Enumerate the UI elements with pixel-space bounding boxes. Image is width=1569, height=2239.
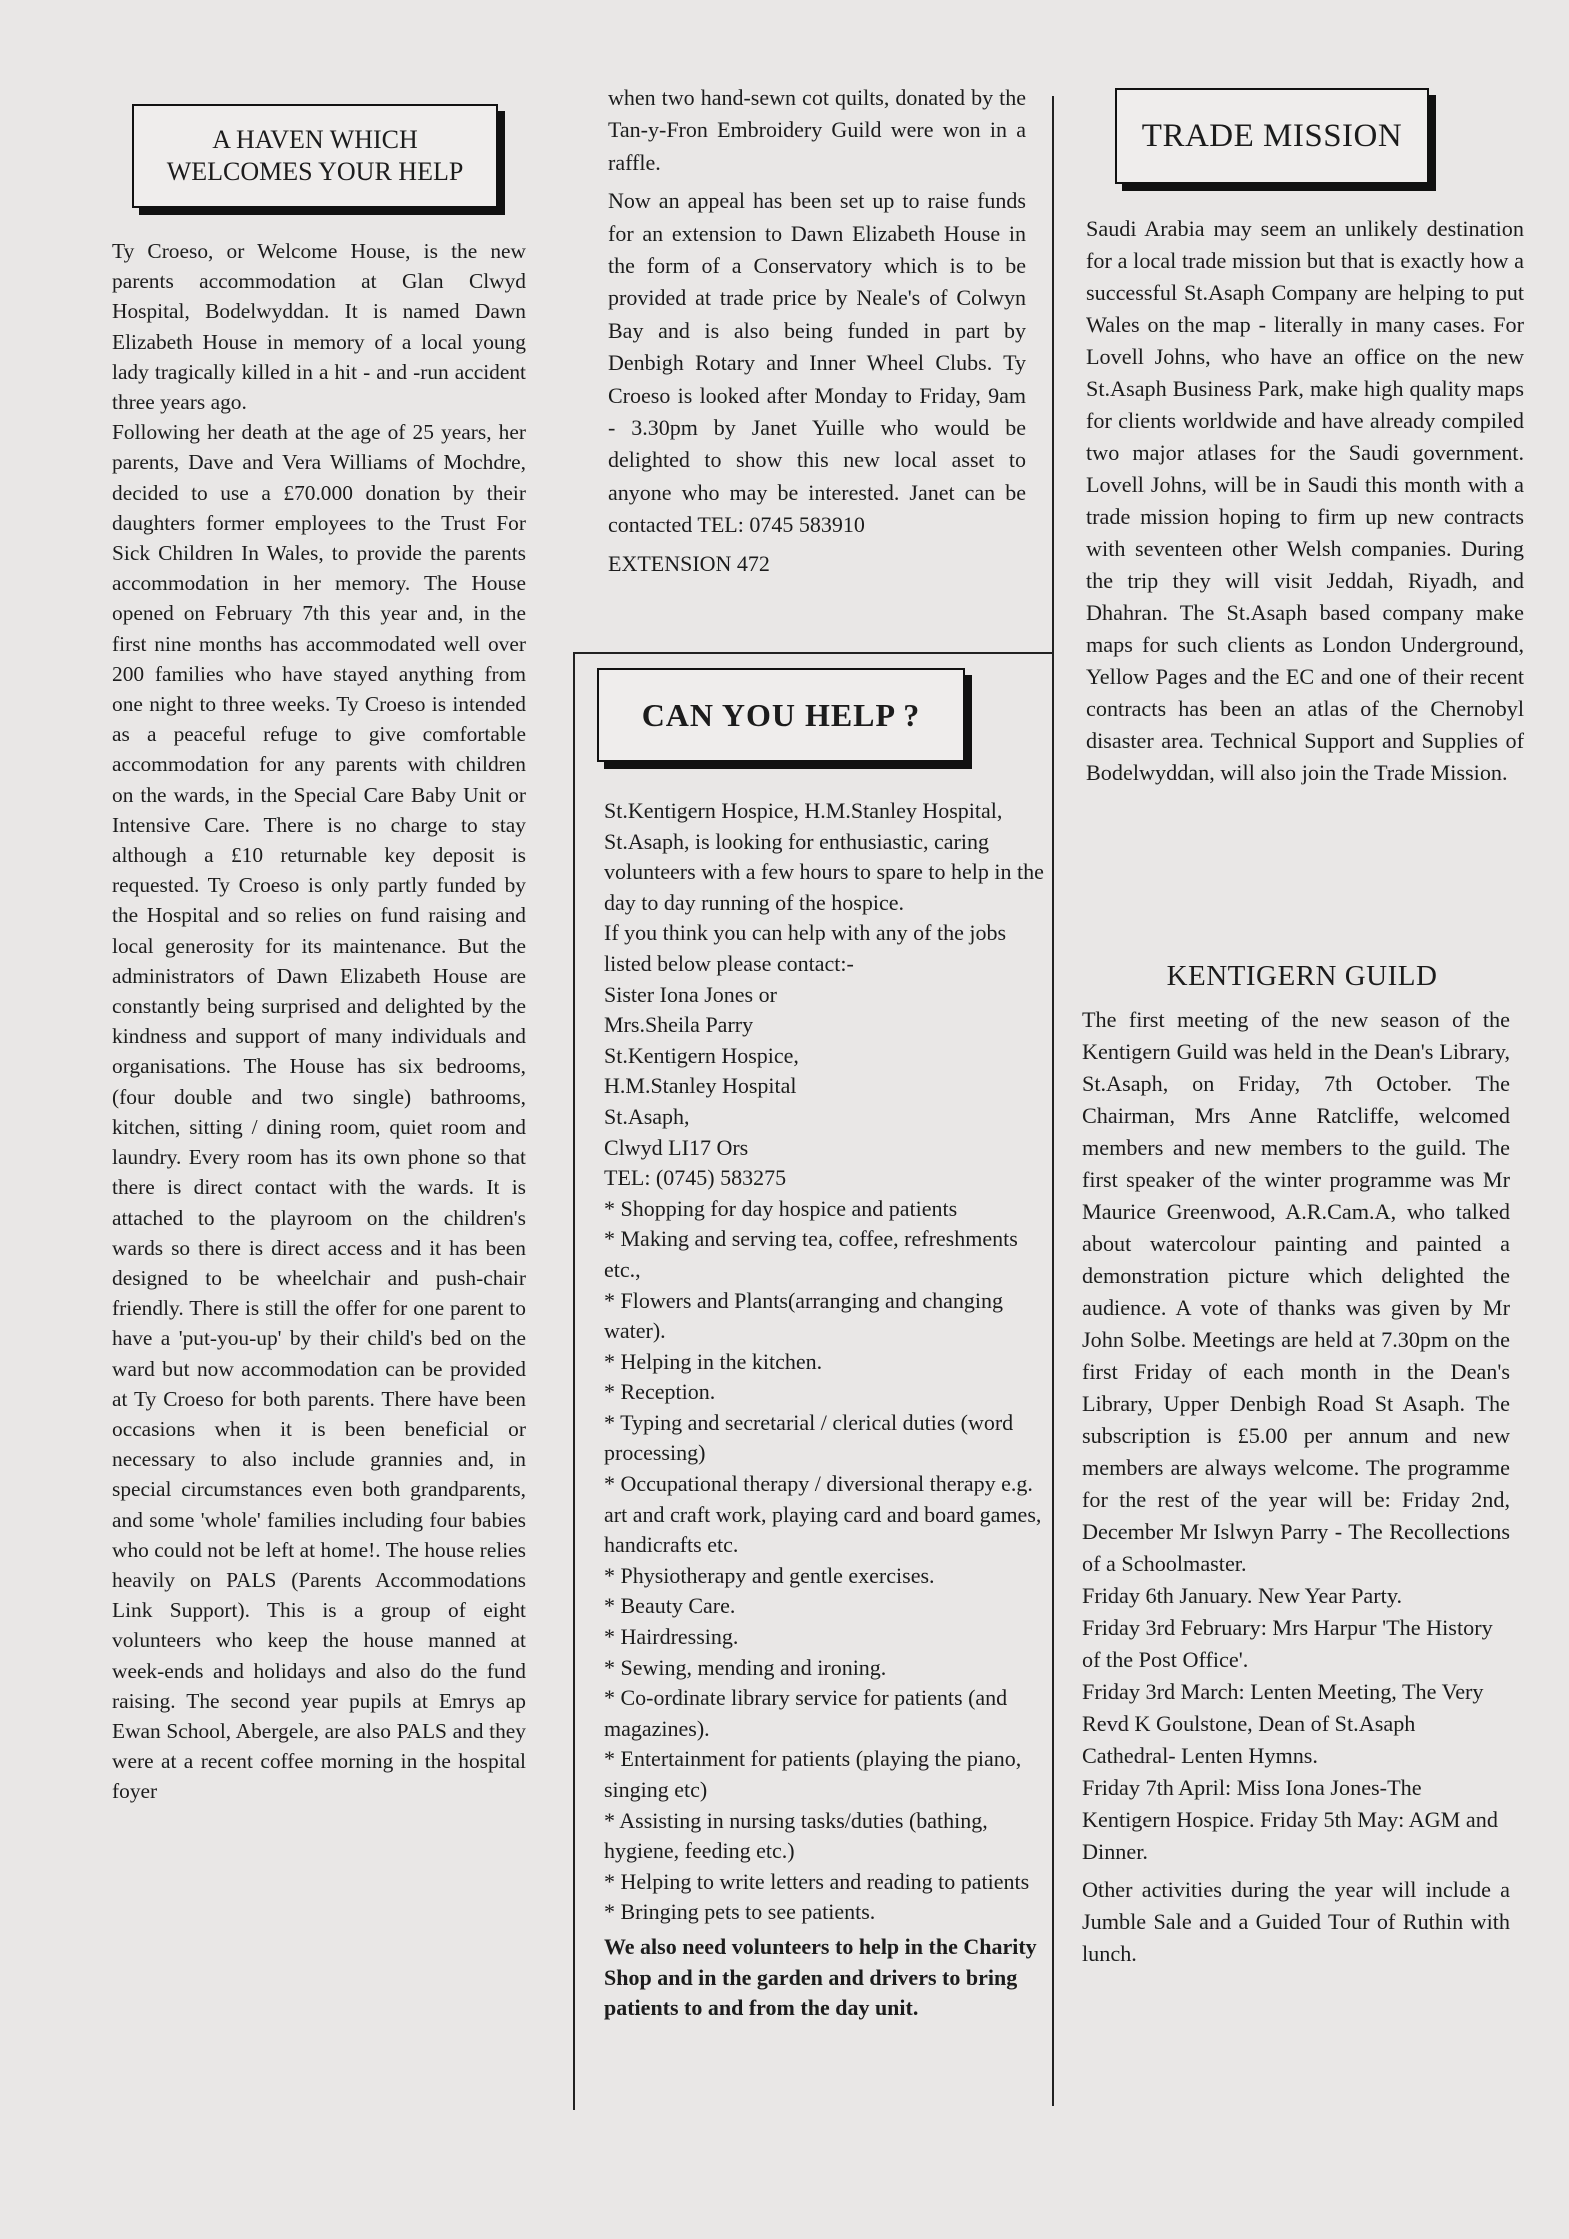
- address-line: St.Asaph,: [604, 1103, 690, 1129]
- help-contact-intro: If you think you can help with any of the jobs listed below please contact:-: [604, 920, 1007, 976]
- list-item: * Physiotherapy and gentle exercises.: [604, 1562, 935, 1588]
- contact-address: [604, 980, 1044, 1194]
- help-intro: St.Kentigern Hospice, H.M.Stanley Hospital, St.Asaph, is looking for enthusiastic, caring volunteers with a few hours to spare to help in the day to day running of the hospice.: [604, 798, 1044, 915]
- help-title: CAN YOU HELP ?: [641, 696, 921, 733]
- list-item: * Entertainment for patients (playing the piano, singing etc): [604, 1746, 1022, 1802]
- address-line: Sister Iona Jones or: [604, 981, 777, 1007]
- haven-title: A HAVEN WHICH WELCOMES YOUR HELP: [166, 125, 464, 186]
- haven-title-box: [132, 104, 498, 208]
- haven-paragraph-2: Following her death at the age of 25 years, her parents, Dave and Vera Williams of Mochdre, decided to use a £70.000 donation by their daughters former employees to the Trust For Sick Children In Wales, to provide the parents accommodation in her memory. The House opened on February 7th this year and, in the first nine months has accommodated well over 200 families who have stayed anything from one night to three weeks. Ty Croeso is intended as a peaceful refuge to give comfortable accommodation for any parents with children on the wards, in the Special Care Baby Unit or Intensive Care. There is no charge to stay although a £10 returnable key deposit is requested. Ty Croeso is only partly funded by the Hospital and so relies on fund raising and local generosity for its maintenance. But the administrators of Dawn Elizabeth House are constantly being surprised and delighted by the kindness and support of many individuals and organisations. The House has six bedrooms, (four double and two single) bathrooms, kitchen, sitting / dining room, quiet room and laundry. Every room has its own phone so that there is direct contact with the wards. It is attached to the playroom on the children's wards so there is direct access and it has been designed to be wheelchair and push-chair friendly. There is still the offer for one parent to have a 'put-you-up' by their child's bed on the ward but now accommodation can be provided at Ty Croeso for both parents. There have been occasions when it is been beneficial or necessary to also include grannies and, in special circumstances even both grandparents, and some 'whole' families including four babies who could not be left at home!. The house relies heavily on PALS (Parents Accommodations Link Support). This is a group of eight volunteers who keep the house manned at week-ends and holidays and also do the fund raising. The second year pupils at Emrys ap Ewan School, Abergele, are also PALS and they were at a recent coffee morning in the hospital foyer: [112, 420, 526, 1804]
- help-title-box: [597, 668, 965, 762]
- programme-item: Friday 6th January. New Year Party.: [1082, 1583, 1403, 1608]
- list-item: * Reception.: [604, 1379, 716, 1405]
- address-line: St.Kentigern Hospice,: [604, 1042, 799, 1068]
- guild-title: KENTIGERN GUILD: [1166, 960, 1438, 992]
- jobs-list: [604, 1194, 1044, 1928]
- programme-item: Friday 7th April: Miss Iona Jones-The Kentigern Hospice. Friday 5th May: AGM and Dinner.: [1082, 1775, 1498, 1864]
- programme-item: Friday 3rd March: Lenten Meeting, The Very Revd K Goulstone, Dean of St.Asaph Cathedral- Lenten Hymns.: [1082, 1679, 1484, 1768]
- list-item: * Bringing pets to see patients.: [604, 1899, 876, 1925]
- trade-title: TRADE MISSION: [1141, 117, 1403, 154]
- guild-article: [1082, 1004, 1510, 1970]
- list-item: * Assisting in nursing tasks/duties (bathing, hygiene, feeding etc.): [604, 1807, 988, 1864]
- column-divider-middle: [1052, 96, 1054, 2106]
- programme-item: Friday 3rd February: Mrs Harpur 'The History of the Post Office'.: [1082, 1615, 1493, 1672]
- trade-title-box: [1115, 88, 1429, 184]
- list-item: * Helping in the kitchen.: [604, 1348, 823, 1374]
- list-item: * Helping to write letters and reading to patients: [604, 1868, 1030, 1894]
- list-item: * Sewing, mending and ironing.: [604, 1654, 887, 1680]
- haven-paragraph-1: Ty Croeso, or Welcome House, is the new parents accommodation at Glan Clwyd Hospital, Bodelwyddan. It is named Dawn Elizabeth House in memory of a local young lady tragically killed in a hit - and -run accident three years ago.: [112, 239, 526, 415]
- list-item: * Flowers and Plants(arranging and changing water).: [604, 1287, 1003, 1344]
- haven-continued-paragraph-2: Now an appeal has been set up to raise funds for an extension to Dawn Elizabeth House in the form of a Conservatory which is to be provided at trade price by Neale's of Colwyn Bay and is also being funded in part by Denbigh Rotary and Inner Wheel Clubs. Ty Croeso is looked after Monday to Friday, 9am - 3.30pm by Janet Yuille who would be delighted to show this new local asset to anyone who may be interested. Janet can be contacted TEL: 0745 583910: [608, 188, 1026, 538]
- list-item: * Beauty Care.: [604, 1593, 736, 1619]
- haven-continued-paragraph-1: when two hand-sewn cot quilts, donated by the Tan-y-Fron Embroidery Guild were won in a raffle.: [608, 85, 1026, 175]
- guild-closing: Other activities during the year will include a Jumble Sale and a Guided Tour of Ruthin with lunch.: [1082, 1877, 1510, 1966]
- address-line: Mrs.Sheila Parry: [604, 1012, 754, 1038]
- help-article: [604, 796, 1044, 2024]
- list-item: * Co-ordinate library service for patients (and magazines).: [604, 1685, 1008, 1741]
- guild-text: The first meeting of the new season of the Kentigern Guild was held in the Dean's Library, St.Asaph, on Friday, 7th October. The Chairman, Mrs Anne Ratcliffe, welcomed members and new members to the guild. The first speaker of the winter programme was Mr Maurice Greenwood, A.R.Cam.A, who talked about watercolour painting and painted a demonstration picture which delighted the audience. A vote of thanks was given by Mr John Solbe. Meetings are held at 7.30pm on the first Friday of each month in the Dean's Library, Upper Denbigh Road St Asaph. The subscription is £5.00 per annum and new members are always welcome. The programme for the rest of the year will be: Friday 2nd, December Mr Islwyn Parry - The Recollections of a Schoolmaster.: [1082, 1007, 1510, 1576]
- list-item: * Hairdressing.: [604, 1624, 739, 1650]
- trade-article: [1086, 213, 1524, 789]
- list-item: * Occupational therapy / diversional therapy e.g. art and craft work, playing card and board games, handicrafts etc.: [604, 1471, 1042, 1558]
- address-line: Clwyd LI17 Ors: [604, 1134, 749, 1160]
- list-item: * Making and serving tea, coffee, refreshments etc.,: [604, 1226, 1018, 1282]
- list-item: * Shopping for day hospice and patients: [604, 1195, 958, 1221]
- help-box-top-rule: [573, 652, 1054, 654]
- address-line: H.M.Stanley Hospital: [604, 1073, 797, 1099]
- list-item: * Typing and secretarial / clerical duties (word processing): [604, 1409, 1014, 1466]
- haven-article: [112, 236, 526, 1807]
- extension-text: EXTENSION 472: [608, 550, 770, 576]
- haven-article-continued: [608, 82, 1026, 580]
- help-box-left-rule: [573, 654, 575, 2110]
- help-closing: We also need volunteers to help in the Charity Shop and in the garden and drivers to bring patients to and from the day unit.: [604, 1933, 1037, 2021]
- trade-text: Saudi Arabia may seem an unlikely destination for a local trade mission but that is exactly how a successful St.Asaph Company are helping to put Wales on the map - literally in many cases. For Lovell Johns, who have an office on the new St.Asaph Business Park, make high quality maps for clients worldwide and have already compiled two major atlases for the Saudi government. Lovell Johns, will be in Saudi this month with a trade mission hoping to firm up new contracts with seventeen other Welsh companies. During the trip they will visit Jeddah, Riyadh, and Dhahran. The St.Asaph based company make maps for such clients as London Underground, Yellow Pages and the EC and one of their recent contracts has been an atlas of the Chernobyl disaster area. Technical Support and Supplies of Bodelwyddan, will also join the Trade Mission.: [1086, 216, 1524, 785]
- address-line: TEL: (0745) 583275: [604, 1165, 787, 1191]
